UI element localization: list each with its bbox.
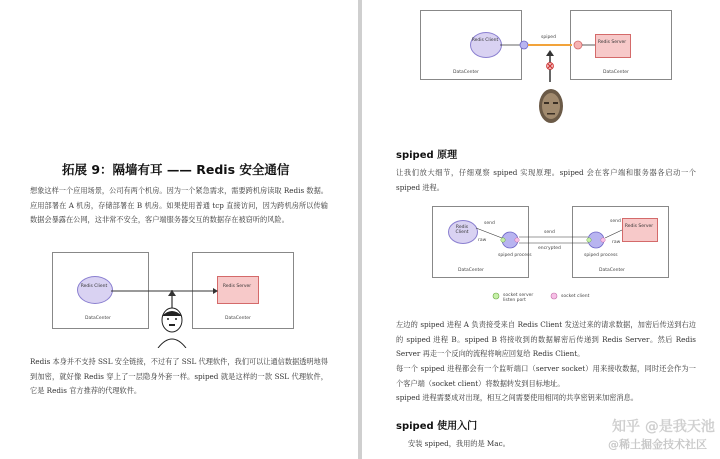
datacenter-caption-right: DataCenter: [225, 316, 251, 321]
flow-raw-right: raw: [612, 240, 621, 245]
redis-client-label: Redis Client: [80, 284, 108, 289]
watermark-zhihu: 知乎 @是我天池: [612, 419, 715, 435]
flow-send-left: send: [484, 221, 495, 226]
left-page: [0, 0, 358, 459]
redis-client-cloud: [470, 32, 502, 58]
legend-server-label: socket server listen port: [503, 293, 534, 303]
legend-server-icon: [492, 292, 500, 300]
watermark-juejin: @稀土掘金技术社区: [608, 438, 707, 451]
datacenter-caption-right: DataCenter: [599, 268, 625, 273]
redis-server-label: Redis Server: [624, 224, 654, 229]
heading-spiped-principle: spiped 原理: [396, 150, 458, 161]
spiped-process-left-label: spiped process: [498, 253, 532, 258]
spiped-flow-lines: [432, 206, 672, 276]
right-paragraph-5: 安装 spiped，我用的是 Mac。: [408, 439, 510, 448]
spiped-process-right-label: spiped process: [584, 253, 618, 258]
left-paragraph-2: Redis 本身并不支持 SSL 安全链接，不过有了 SSL 代理软件，我们可以让通信数据透明地得到加密，就好像 Redis 穿上了一层隐身外套一样。spiped 就是这样的一款 SSL 代理软件，它是 Redis 官方推荐的代理软件。: [30, 357, 328, 395]
datacenter-caption-right: DataCenter: [603, 70, 629, 75]
redis-server-label: Redis Server: [222, 284, 252, 289]
datacenter-caption-left: DataCenter: [85, 316, 111, 321]
redis-server-label: Redis Server: [597, 40, 627, 45]
left-paragraph-1: 想象这样一个应用场景，公司有两个机房。因为一个紧急需求，需要跨机房读取 Redis 数据。应用部署在 A 机房，存储部署在 B 机房。如果使用普通 tcp 直接访问，因为跨机房所以传输数据会暴露在公网，这非常不安全，客户端服务器交互的数据存在被窃听的风险。: [30, 186, 328, 224]
redis-client-label: Redis Client: [455, 225, 469, 235]
eavesdropper-face-icon: [537, 86, 565, 126]
flow-send-right: send: [610, 219, 621, 224]
flow-send-mid: send: [544, 230, 555, 235]
right-paragraph-3: 每一个 spiped 进程都会有一个监听端口（server socket）用来接收数据，同时还会作为一个客户端（socket client）将数据转发到目标地址。: [396, 364, 696, 388]
right-paragraph-1: 让我们放大细节，仔细观察 spiped 实现原理。spiped 会在客户端和服务器各启动一个 spiped 进程。: [396, 168, 696, 192]
redis-server-box: [217, 276, 259, 304]
redis-client-label: Redis Client: [471, 38, 499, 43]
datacenter-caption-left: DataCenter: [453, 70, 479, 75]
legend-client-icon: [550, 292, 558, 300]
spiped-tunnel-label: spiped: [541, 35, 556, 40]
right-paragraph-2: 左边的 spiped 进程 A 负责接受来自 Redis Client 发送过来的请求数据，加密后传送到右边的 spiped 进程 B。spiped B 将接收到的数据解密后传递到 Redis Server。然后 Redis Server 再走一个反向的流程将响应回复给 Redis Client。: [396, 320, 696, 358]
heading-spiped-usage: spiped 使用入门: [396, 421, 478, 432]
flow-raw-left: raw: [478, 238, 487, 243]
blocked-eavesdrop-icon: [540, 44, 560, 84]
spiped-detail-diagram: [432, 206, 672, 316]
redis-client-cloud: [77, 276, 113, 304]
legend-client-label: socket client: [561, 294, 590, 299]
flow-encrypted: encrypted: [538, 246, 561, 251]
datacenter-caption-left: DataCenter: [458, 268, 484, 273]
redis-server-box: [595, 34, 631, 58]
right-page: [362, 0, 720, 459]
section-title: 拓展 9：隔墙有耳 —— Redis 安全通信: [62, 162, 290, 177]
right-paragraph-4: spiped 进程需要成对出现，相互之间需要使用相同的共享密钥来加密消息。: [396, 393, 638, 402]
eavesdropper-figure-icon: [152, 290, 192, 348]
